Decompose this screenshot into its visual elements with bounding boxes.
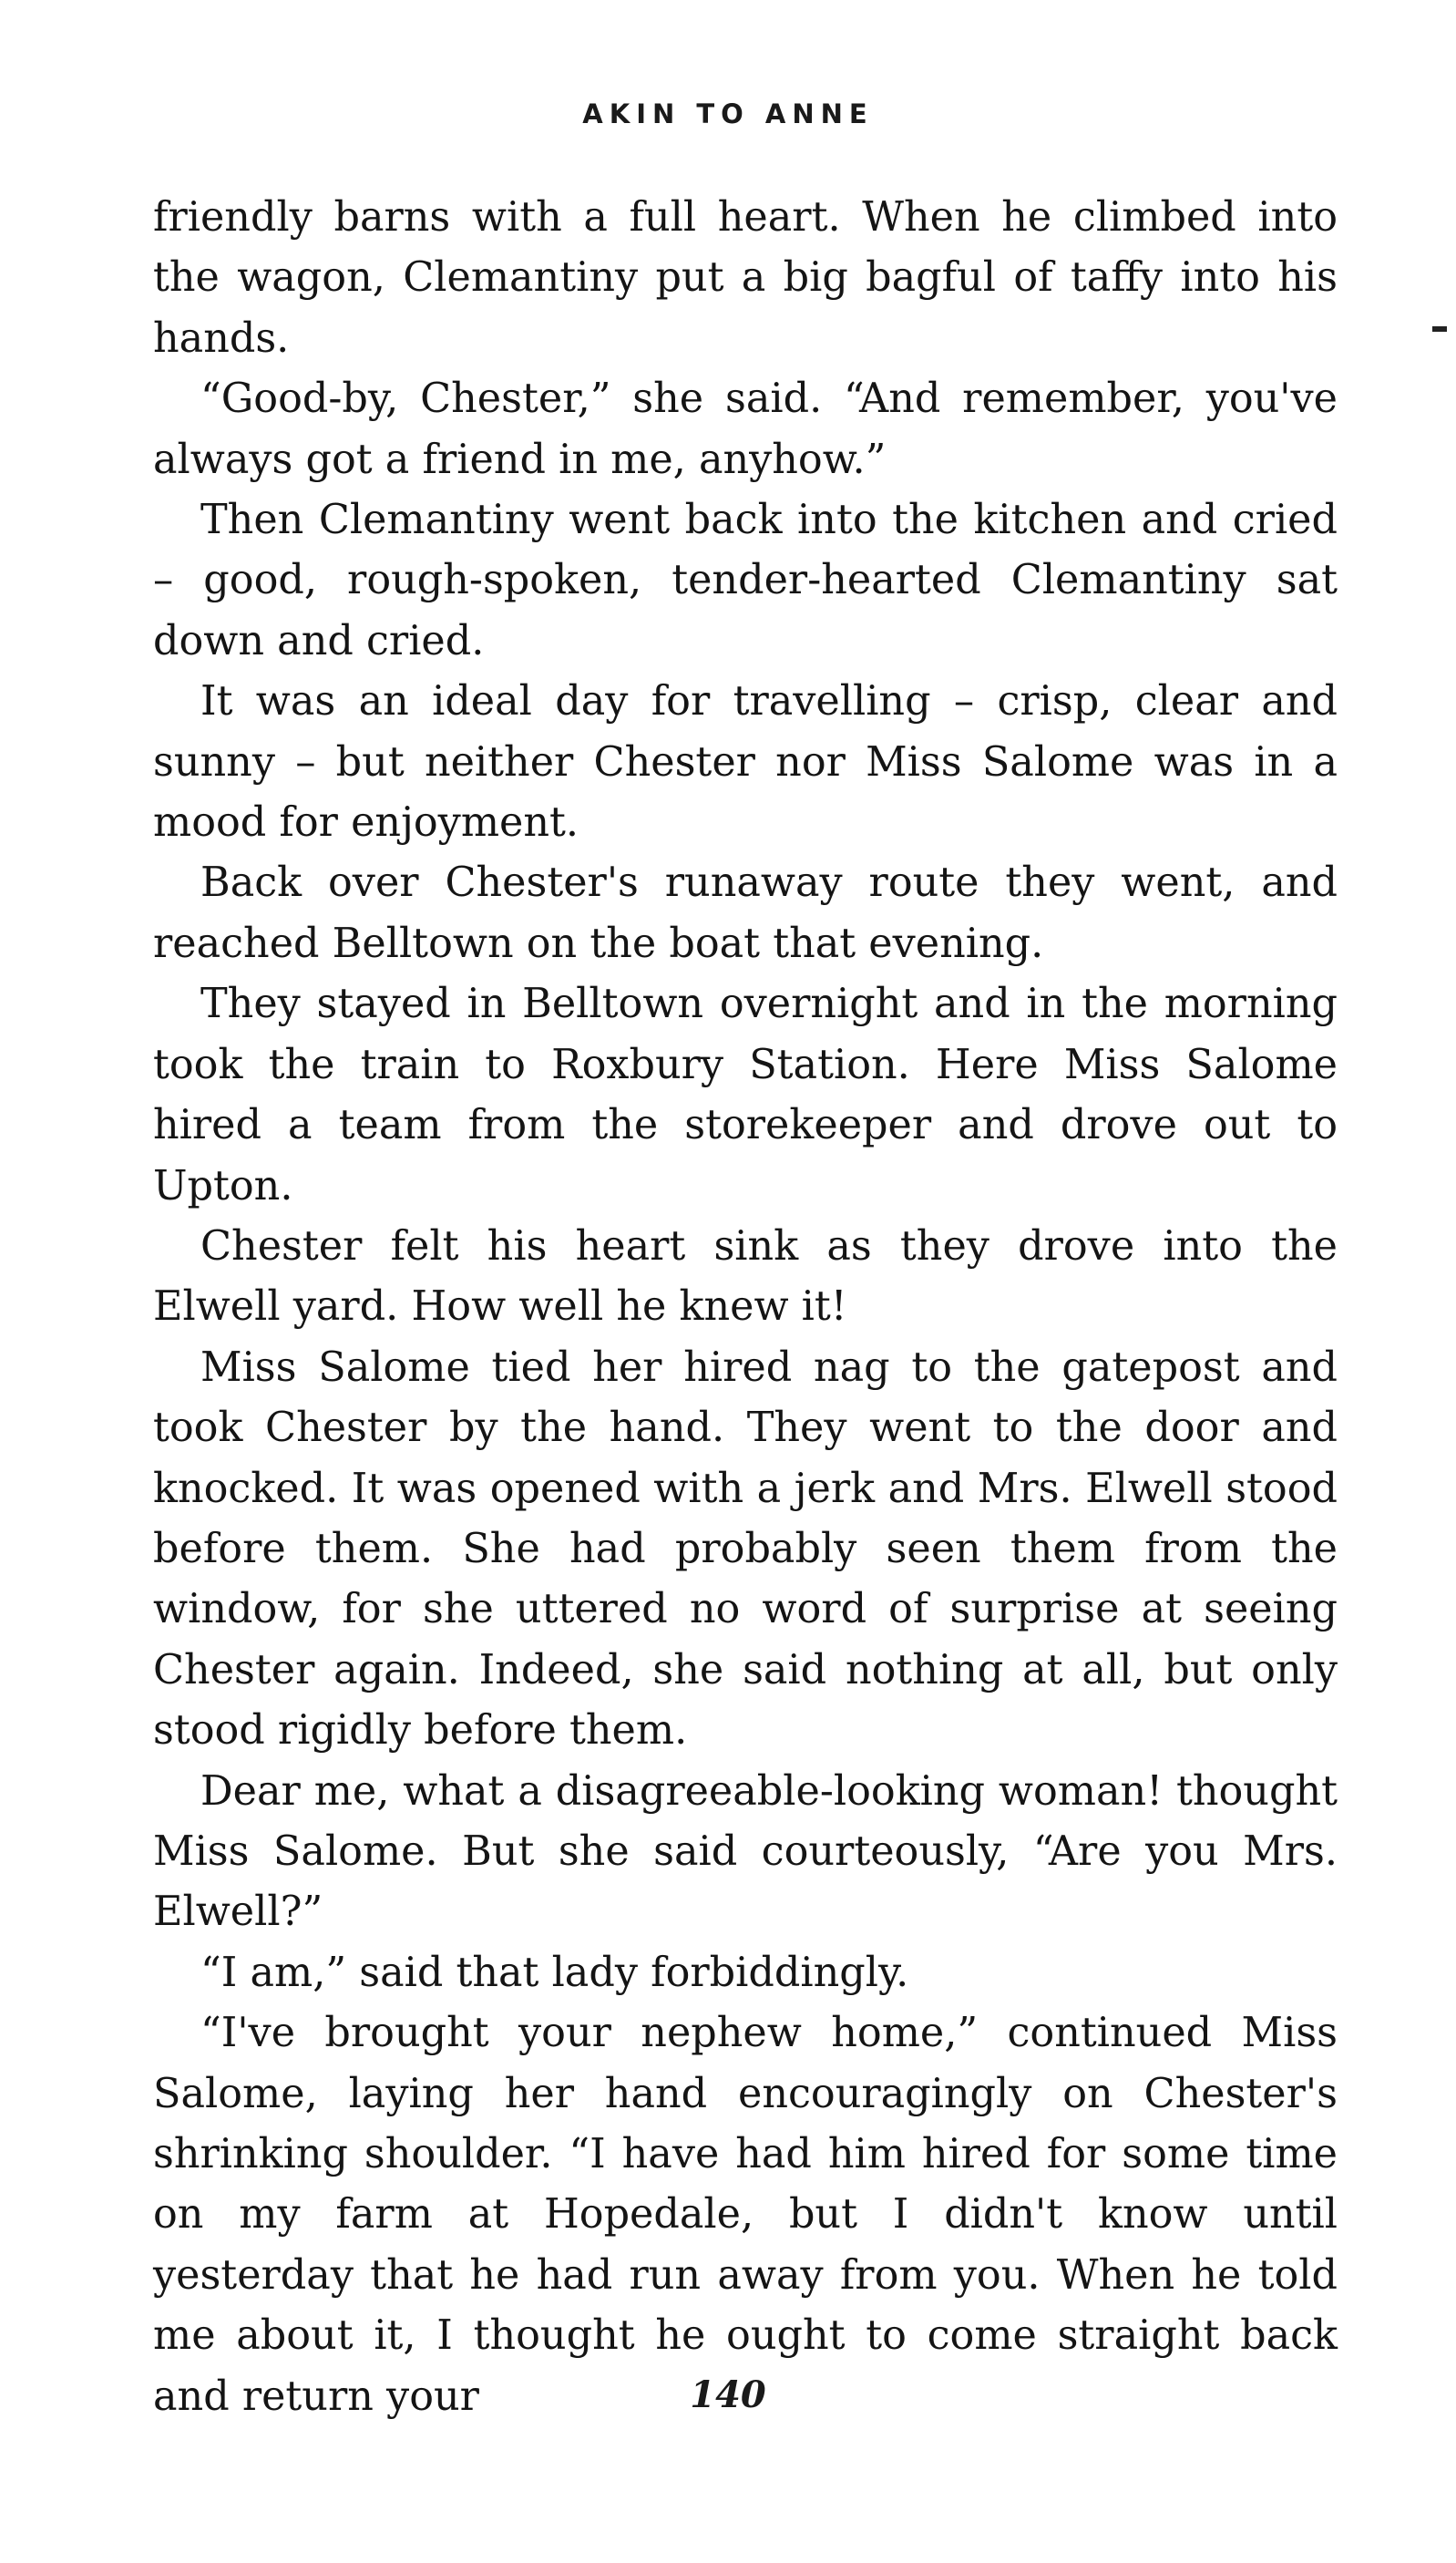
paragraph: “I am,” said that lady forbiddingly.	[200, 1949, 909, 1996]
paragraph: “Good-by, Chester,” she said. “And remember, you've always got a friend in me, anyhow.”	[153, 376, 1338, 483]
margin-mark	[1432, 326, 1447, 332]
paragraph: Back over Chester's runaway route they went, and reached Belltown on the boat that evening.	[153, 859, 1338, 967]
paragraph: Miss Salome tied her hired nag to the gatepost and took Chester by the hand. They went to the door and knocked. It was opened with a jerk and Mrs. Elwell stood before them. She had probably seen them from the window, for she uttered no word of surprise at seeing Chester again. Indeed, she said nothing at all, but only stood rigidly before them.	[153, 1343, 1338, 1755]
paragraph: Dear me, what a disagreeable-looking woman! thought Miss Salome. But she said courteously, “Are you Mrs. Elwell?”	[153, 1767, 1338, 1936]
paragraph: friendly barns with a full heart. When he climbed into the wagon, Clemantiny put a big bagful of taffy into his hands.	[153, 194, 1338, 362]
body-text	[153, 188, 1338, 2427]
paragraph: It was an ideal day for travelling – crisp, clear and sunny – but neither Chester nor Miss Salome was in a mood for enjoyment.	[153, 678, 1338, 847]
paragraph: Chester felt his heart sink as they drove into the Elwell yard. How well he knew it!	[153, 1222, 1338, 1331]
running-head: AKIN TO ANNE	[582, 98, 874, 129]
paragraph: Then Clemantiny went back into the kitchen and cried – good, rough-spoken, tender-hearted Clemantiny sat down and cried.	[153, 497, 1338, 664]
paragraph: “I've brought your nephew home,” continued Miss Salome, laying her hand encouragingly on Chester's shrinking shoulder. “I have had him hired for some time on my farm at Hopedale, but I didn't know until yesterday that he had run away from you. When he told me about it, I thought he ought to come straight back and return your	[153, 2010, 1338, 2420]
paragraph: They stayed in Belltown overnight and in the morning took the train to Roxbury Station. Here Miss Salome hired a team from the storekeeper and drove out to Upton.	[153, 981, 1338, 1209]
page-number: 140	[690, 2373, 766, 2416]
